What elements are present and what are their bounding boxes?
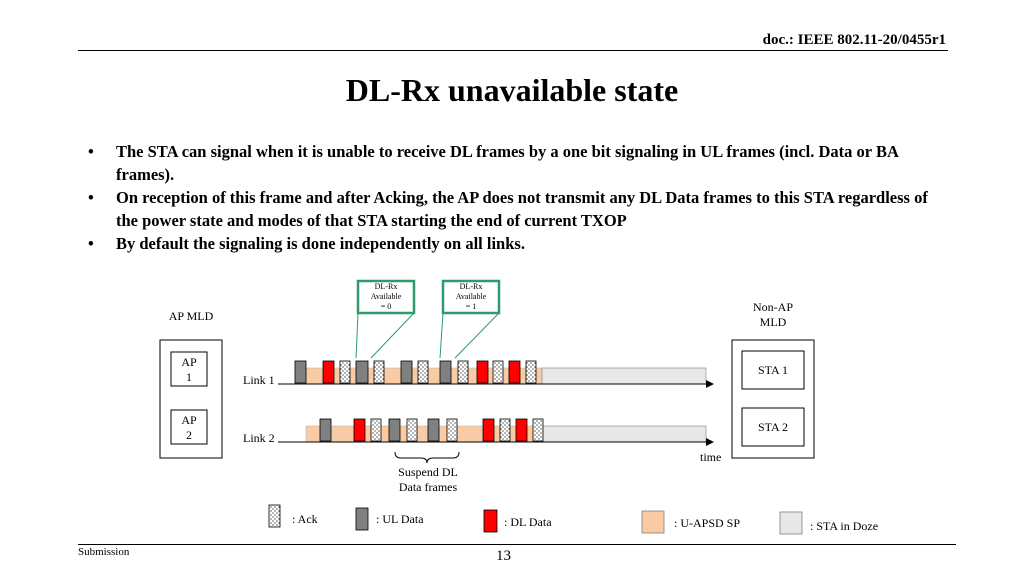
dl-data-frame (477, 361, 488, 383)
legend-swatch-dl (484, 510, 497, 532)
legend-label-ack: : Ack (292, 512, 318, 526)
link2-label: Link 2 (243, 431, 275, 445)
ul-data-frame (320, 419, 331, 441)
legend-swatch-uapsd (642, 511, 664, 533)
ack-frame (418, 361, 428, 383)
legend-label-ul: : UL Data (376, 512, 424, 526)
ack-frame (526, 361, 536, 383)
suspend-brace (395, 452, 459, 463)
non-ap-mld-label: MLD (759, 315, 787, 329)
callout-line: DL-Rx (459, 282, 483, 291)
dl-data-frame (516, 419, 527, 441)
sta1-label: STA 1 (757, 363, 789, 377)
legend-label-uapsd: : U-APSD SP (674, 516, 741, 530)
suspend-label: Data frames (398, 480, 458, 494)
ul-data-frame (295, 361, 306, 383)
ul-data-frame (428, 419, 439, 441)
bullet-symbol: • (88, 234, 94, 253)
bullet-text: On reception of this frame and after Acking, the AP does not transmit any DL Data frames to this STA regardless of the power state and modes of that STA starting the end of current TXOP (116, 188, 928, 230)
footer-rule (78, 544, 956, 545)
link2-timeline (243, 419, 714, 446)
doze-block (542, 368, 706, 384)
dl-data-frame (509, 361, 520, 383)
ap2-label: 2 (186, 428, 192, 442)
dl-data-frame (483, 419, 494, 441)
ap1-label: AP (181, 355, 197, 369)
legend-label-dl: : DL Data (504, 515, 552, 529)
ul-data-frame (440, 361, 451, 383)
legend-swatch-ack (269, 505, 280, 527)
callout-line: = 1 (465, 302, 477, 311)
callout-line: DL-Rx (374, 282, 398, 291)
legend-swatch-doze (780, 512, 802, 534)
bullet-symbol: • (88, 142, 94, 161)
submission-label: Submission (78, 546, 130, 558)
dl-data-frame (354, 419, 365, 441)
callout-dl-rx-available-0 (356, 281, 414, 358)
callout-line: = 0 (380, 302, 392, 311)
ack-frame (371, 419, 381, 441)
ack-frame (533, 419, 543, 441)
ack-frame (500, 419, 510, 441)
ul-data-frame (401, 361, 412, 383)
legend-swatch-ul (356, 508, 368, 530)
callout-line: Available (455, 292, 487, 301)
link1-timeline (243, 361, 714, 388)
page-number: 13 (496, 548, 511, 564)
ack-frame (407, 419, 417, 441)
legend (269, 505, 878, 534)
time-axis-label: time (700, 450, 722, 464)
ap-mld-label: AP MLD (168, 309, 214, 323)
ul-data-frame (356, 361, 368, 383)
bullet-text: By default the signaling is done independently on all links. (116, 234, 525, 253)
document-id: doc.: IEEE 802.11-20/0455r1 (762, 32, 946, 48)
link1-label: Link 1 (243, 373, 275, 387)
suspend-label: Suspend DL (398, 465, 458, 479)
ack-frame (340, 361, 350, 383)
ack-frame (458, 361, 468, 383)
ack-frame (447, 419, 457, 441)
ap1-label: 1 (186, 370, 192, 384)
ack-frame (374, 361, 384, 383)
legend-label-doze: : STA in Doze (810, 519, 879, 533)
callout-dl-rx-available-1 (440, 281, 499, 358)
ack-frame (493, 361, 503, 383)
bullet-symbol: • (88, 188, 94, 207)
sta2-label: STA 2 (757, 420, 789, 434)
ap2-label: AP (181, 413, 197, 427)
callout-line: Available (370, 292, 402, 301)
doze-block (542, 426, 706, 442)
non-ap-mld-label: Non-AP (752, 300, 794, 314)
dl-data-frame (323, 361, 334, 383)
slide-title: DL-Rx unavailable state (345, 72, 679, 108)
ul-data-frame (389, 419, 400, 441)
bullet-text: The STA can signal when it is unable to receive DL frames by a one bit signaling in UL frames (incl. Data or BA frames). (116, 142, 898, 184)
